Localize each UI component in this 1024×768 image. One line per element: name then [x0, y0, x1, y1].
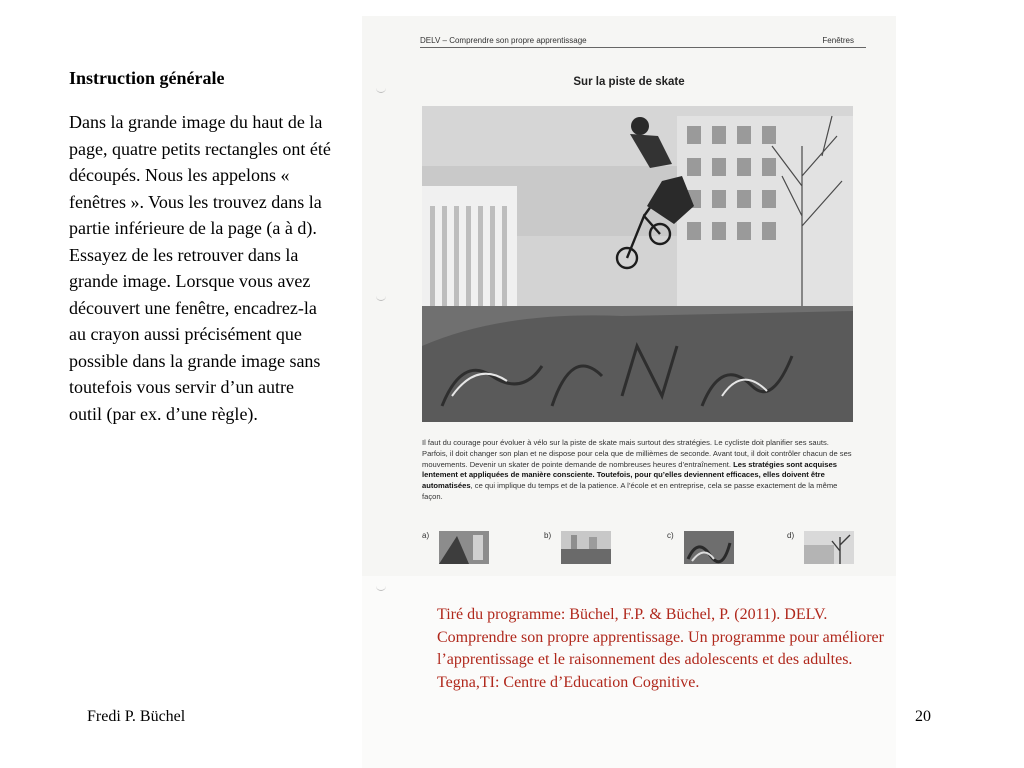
instruction-title: Instruction générale: [69, 68, 225, 88]
window-label-c: c): [667, 531, 674, 540]
paragraph-part-1: Il faut du courage pour évoluer à vélo sur la piste de skate mais surtout des stratégies. Le cycliste doit planifier ses sauts. Parfois, il doit changer son plan et ne dispose pour cela que de millièmes de seconde. Avant tout, il doit contrôler chacun de ses mouvements. Devenir un skater de pointe demande de nombreuses heures d’entraînement.: [422, 438, 852, 469]
worksheet-title: Sur la piste de skate: [573, 76, 685, 88]
worksheet-paragraph: [422, 438, 854, 503]
header-divider: [420, 47, 866, 48]
window-thumbnail-d: [804, 531, 854, 564]
binder-hole-mark: [376, 294, 386, 301]
window-thumbnail-b: [561, 531, 611, 564]
window-label-a: a): [422, 531, 430, 540]
window-label-b: b): [544, 531, 552, 540]
window-thumbnail-a: [439, 531, 489, 564]
paragraph-part-2: , ce qui implique du temps et de la patience. A l’école et en entreprise, cela se passe exactement de la même façon.: [422, 481, 838, 501]
window-thumbnail-c: [684, 531, 734, 564]
footer-author: Fredi P. Büchel: [87, 708, 186, 725]
instruction-body: Dans la grande image du haut de la page, quatre petits rectangles ont été découpés. Nous les appelons « fenêtres ». Vous les trouvez dans la partie inférieure de la page (a à d). Essayez de les retrouver dans la grande image. Lorsque vous avez découvert une fenêtre, encadrez-la au crayon aussi précisément que possible dans la grande image sans toutefois vous servir d’un autre outil (par ex. d’une règle).: [69, 112, 331, 424]
source-citation: Tiré du programme: Büchel, F.P. & Büchel, P. (2011). DELV. Comprendre son propre apprentissage. Un programme pour améliorer l’apprentissage et le raisonnement des adolescents et des adultes. Tegna,TI: Centre d’Education Cognitive.: [437, 606, 884, 691]
worksheet-header-left: DELV – Comprendre son propre apprentissage: [420, 36, 587, 45]
page-number: 20: [915, 708, 931, 725]
skatepark-photo: [422, 106, 853, 422]
paragraph-bold: Les stratégies sont acquises lentement et appliquées de manière consciente. Toutefois, pour qu’elles deviennent efficaces, elles doivent être automatisées: [422, 459, 837, 491]
worksheet-header-right: Fenêtres: [822, 36, 854, 45]
window-label-d: d): [787, 531, 795, 540]
